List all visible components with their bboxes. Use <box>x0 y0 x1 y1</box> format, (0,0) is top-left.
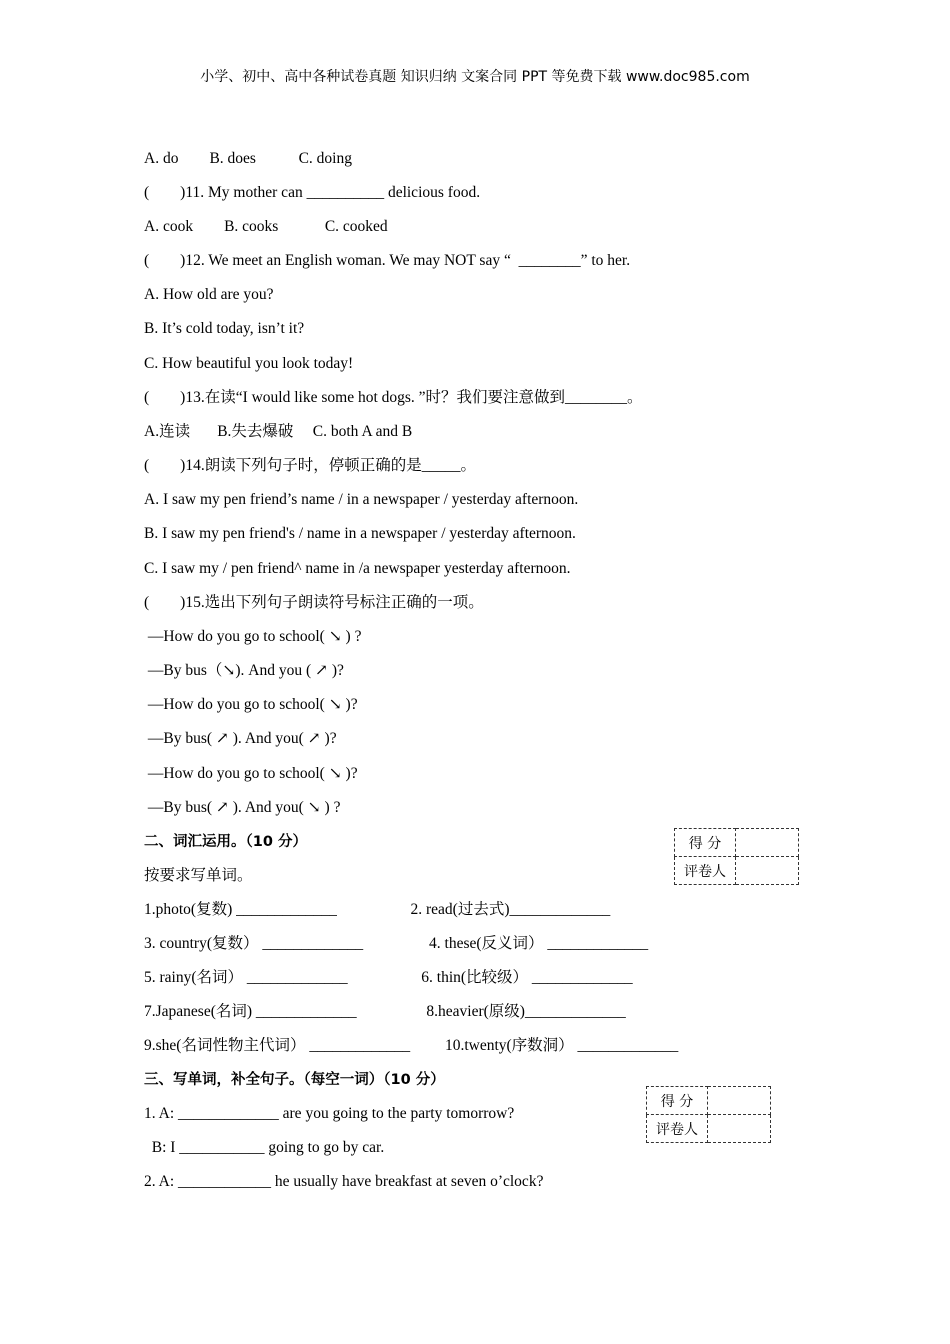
text-line: —By bus( ↗ ). And you( ↗ )? <box>144 730 337 747</box>
score-cell[interactable] <box>736 829 799 857</box>
section-2-title: 二、词汇运用。（10 分） <box>144 834 307 850</box>
grader-cell[interactable] <box>736 857 799 885</box>
vocab-row: 1.photo(复数) _____________ 2. read(过去式)_____________ <box>144 901 611 918</box>
section-2-instruction: 按要求写单词。 <box>144 867 253 884</box>
grader-label: 评卷人 <box>675 857 736 885</box>
page-header: 小学、初中、高中各种试卷真题 知识归纳 文案合同 PPT 等免费下载 www.doc985.com <box>200 69 750 85</box>
question-11: ( )11. My mother can __________ delicious food. <box>144 184 481 201</box>
text-line: B. I saw my pen friend's / name in a newspaper / yesterday afternoon. <box>144 525 576 542</box>
score-box <box>646 1086 771 1143</box>
text-line: C. I saw my / pen friend^ name in /a newspaper yesterday afternoon. <box>144 560 571 577</box>
sentence-row: 2. A: ____________ he usually have breakfast at seven o’clock? <box>144 1173 544 1190</box>
vocab-row: 9.she(名词性物主代词） _____________ 10.twenty(序数洞） _____________ <box>144 1037 679 1054</box>
score-label: 得 分 <box>675 829 736 857</box>
grader-cell[interactable] <box>708 1115 771 1143</box>
text-line: A.连读 B.失去爆破 C. both A and B <box>144 423 413 440</box>
question-12: ( )12. We meet an English woman. We may NOT say “ ________” to her. <box>144 252 631 269</box>
text-line: —How do you go to school( ↘ )? <box>144 765 358 782</box>
text-line: —By bus（↘). And you ( ↗ )? <box>144 662 344 679</box>
text-line: A. How old are you? <box>144 286 274 303</box>
text-line: —By bus( ↗ ). And you( ↘ ) ? <box>144 799 341 816</box>
text-line: —How do you go to school( ↘ )? <box>144 696 358 713</box>
text-line: C. How beautiful you look today! <box>144 355 354 372</box>
vocab-row: 7.Japanese(名词) _____________ 8.heavier(原级)_____________ <box>144 1003 626 1020</box>
vocab-row: 5. rainy(名词） _____________ 6. thin(比较级） _____________ <box>144 969 633 986</box>
score-cell[interactable] <box>708 1087 771 1115</box>
text-line: A. I saw my pen friend’s name / in a newspaper / yesterday afternoon. <box>144 491 579 508</box>
text-line: B. It’s cold today, isn’t it? <box>144 320 305 337</box>
vocab-row: 3. country(复数） _____________ 4. these(反义词） _____________ <box>144 935 649 952</box>
score-label: 得 分 <box>647 1087 708 1115</box>
sentence-row: B: I ___________ going to go by car. <box>144 1139 385 1156</box>
question-14: ( )14.朗读下列句子时，停顿正确的是_____。 <box>144 457 476 474</box>
question-15: ( )15.选出下列句子朗读符号标注正确的一项。 <box>144 594 484 611</box>
text-line: —How do you go to school( ↘ ) ? <box>144 628 362 645</box>
question-13: ( )13.在读“I would like some hot dogs. ”时？我们要注意做到________。 <box>144 389 643 406</box>
sentence-row: 1. A: _____________ are you going to the party tomorrow? <box>144 1105 515 1122</box>
section-3-title: 三、写单词，补全句子。（每空一词）（10 分） <box>144 1072 445 1088</box>
text-line: A. do B. does C. doing <box>144 150 352 167</box>
text-line: A. cook B. cooks C. cooked <box>144 218 388 235</box>
score-box <box>674 828 799 885</box>
grader-label: 评卷人 <box>647 1115 708 1143</box>
